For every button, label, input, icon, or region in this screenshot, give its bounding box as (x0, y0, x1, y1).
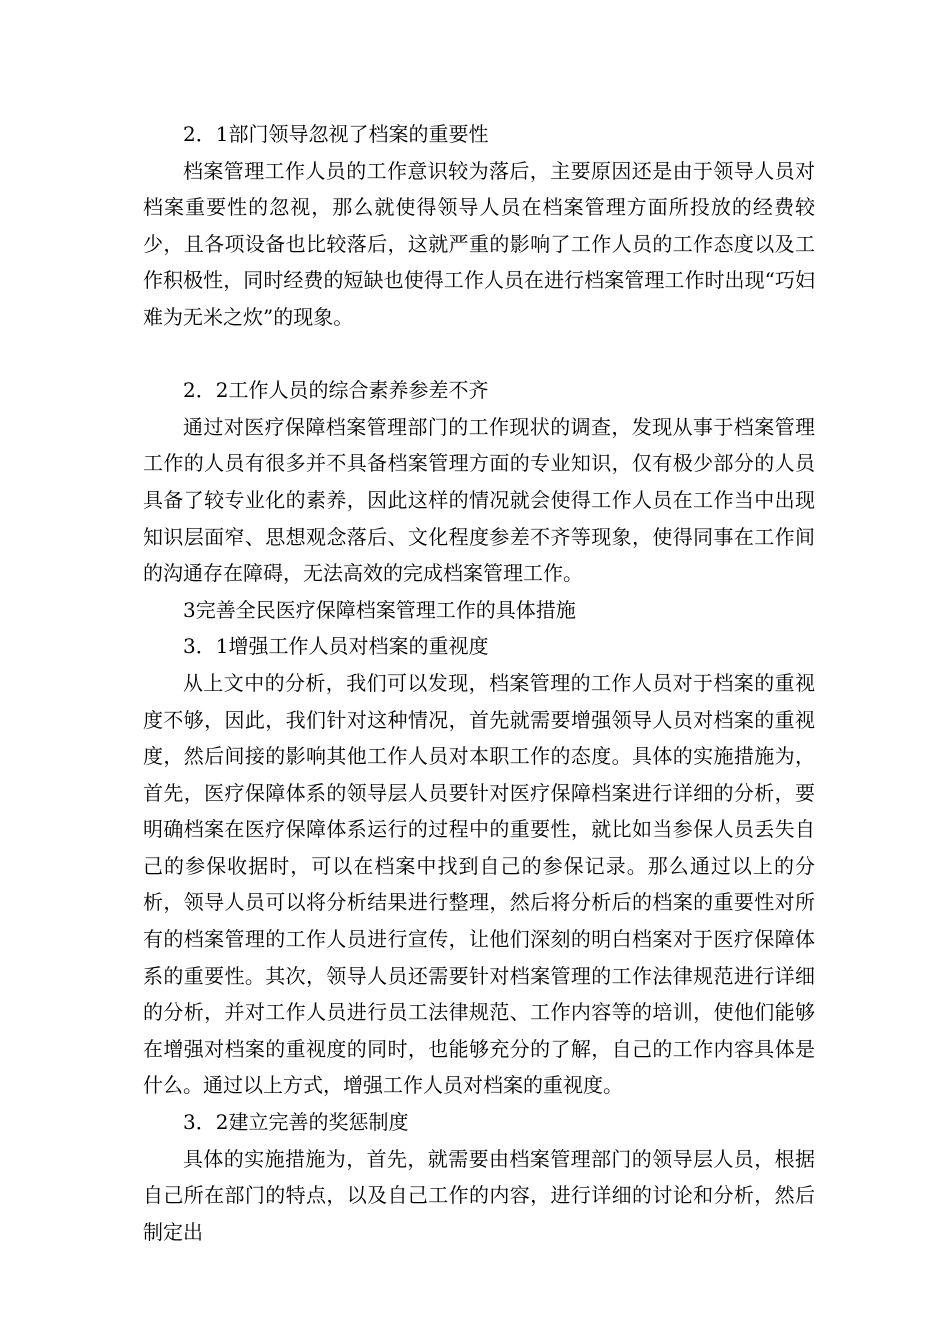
section-body-3-2: 具体的实施措施为，首先，就需要由档案管理部门的领导层人员，根据自己所在部门的特点，以及自己工作的内容，进行详细的讨论和分析，然后制定出 (143, 1146, 815, 1244)
section-heading-3-2: 3．2建立完善的奖惩制度 (183, 1110, 409, 1135)
section-heading-3-1: 3．1增强工作人员对档案的重视度 (183, 634, 489, 659)
section-heading-2-1: 2．1部门领导忽视了档案的重要性 (183, 122, 489, 146)
section-heading-3: 3完善全民医疗保障档案管理工作的具体措施 (183, 597, 576, 622)
section-body-3-1: 从上文中的分析，我们可以发现，档案管理的工作人员对于档案的重视度不够，因此，我们针对这种情况，首先就需要增强领导人员对档案的重视度，然后间接的影响其他工作人员对本职工作的态度。具体的实施措施为，首先，医疗保障体系的领导层人员要针对医疗保障档案进行详细的分析，要明确档案在医疗保障体系运行的过程中的重要性，就比如当参保人员丢失自己的参保收据时，可以在档案中找到自己的参保记录。那么通过以上的分析，领导人员可以将分析结果进行整理，然后将分析后的档案的重要性对所有的档案管理的工作人员进行宣传，让他们深刻的明白档案对于医疗保障体系的重要性。其次，领导人员还需要针对档案管理的工作法律规范进行详细的分析，并对工作人员进行员工法律规范、工作内容等的培训，使他们能够在增强对档案的重视度的同时，也能够充分的了解，自己的工作内容具体是什么。通过以上方式，增强工作人员对档案的重视度。 (143, 670, 815, 1098)
document-body (143, 116, 815, 1250)
section-heading-2-2: 2．2工作人员的综合素养参差不齐 (183, 378, 489, 403)
section-body-2-1: 档案管理工作人员的工作意识较为落后，主要原因还是由于领导人员对档案重要性的忽视，那么就使得领导人员在档案管理方面所投放的经费较少，且各项设备也比较落后，这就严重的影响了工作人员的工作态度以及工作积极性，同时经费的短缺也使得工作人员在进行档案管理工作时出现“巧妇难为无米之炊”的现象。 (143, 158, 815, 329)
section-body-2-2: 通过对医疗保障档案管理部门的工作现状的调查，发现从事于档案管理工作的人员有很多并不具备档案管理方面的专业知识，仅有极少部分的人员具备了较专业化的素养，因此这样的情况就会使得工作人员在工作当中出现知识层面窄、思想观念落后、文化程度参差不齐等现象，使得同事在工作间的沟通存在障碍，无法高效的完成档案管理工作。 (143, 414, 815, 586)
paragraph-gap (143, 336, 815, 373)
